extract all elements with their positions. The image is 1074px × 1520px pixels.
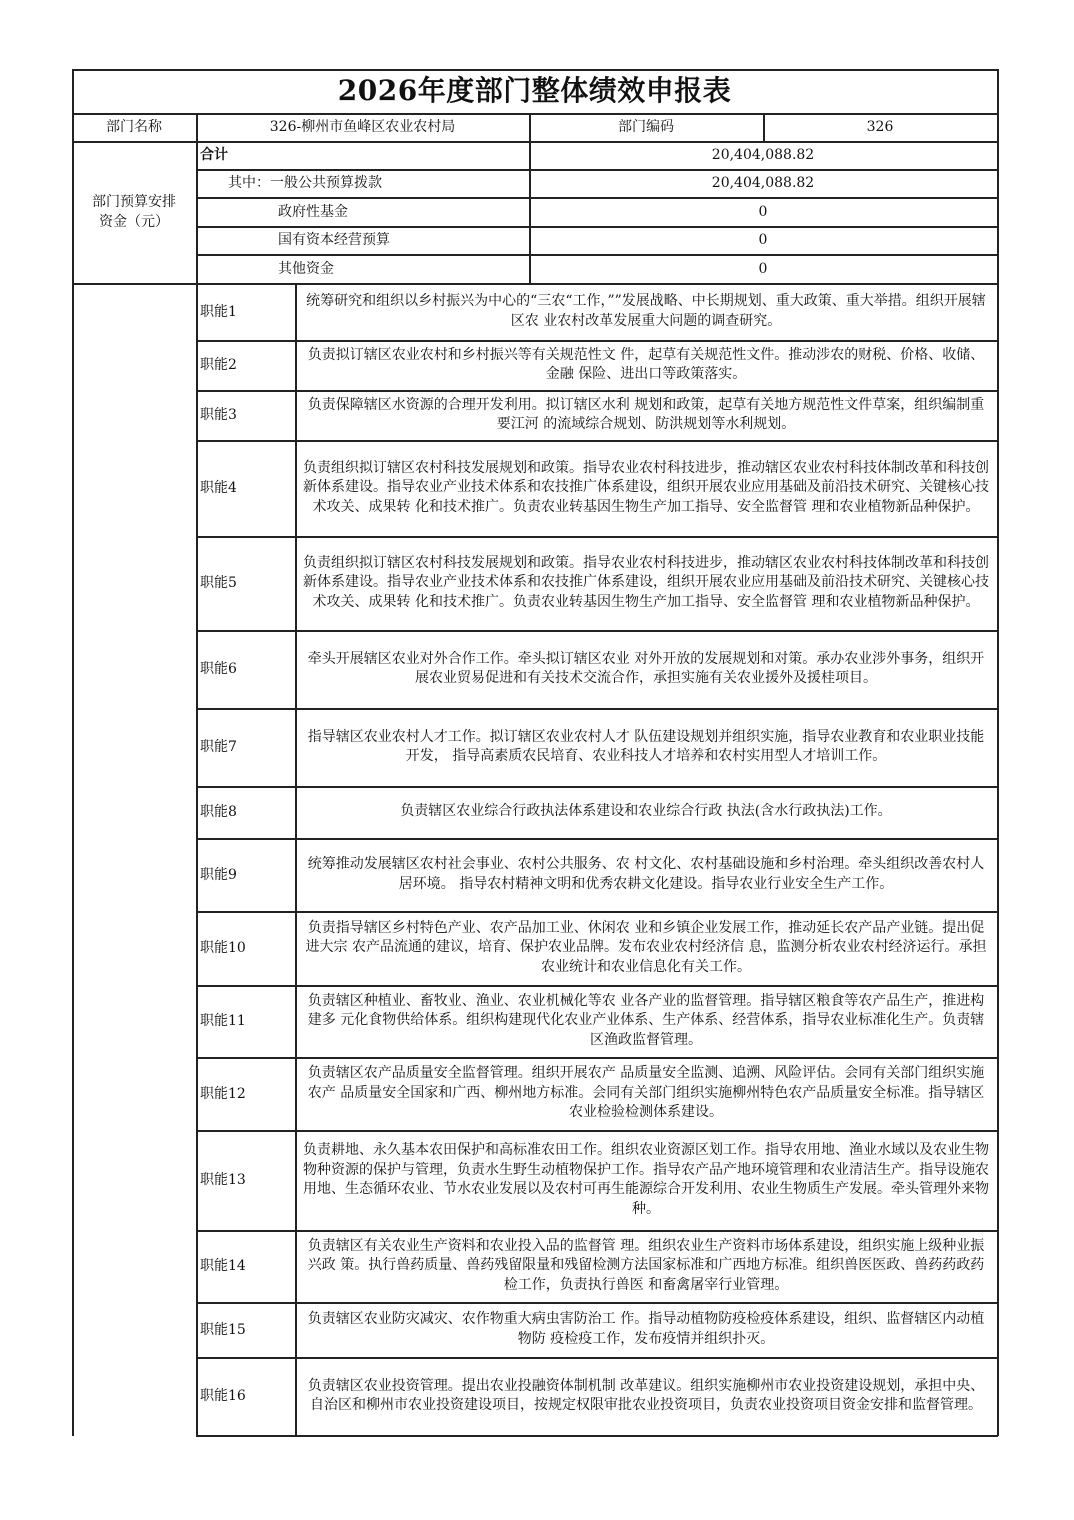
function-description: 牵头开展辖区农业对外合作工作。牵头拟订辖区农业 对外开放的发展规划和对策。承办农业涉外事务，组织开展农业贸易促进和有关技术交流合作，承担实施有关农业援外及援桂项目。 (307, 650, 985, 686)
budget-row-fund-value: 0 (758, 203, 768, 220)
department-name-value: 326-柳州市鱼峰区农业农村局 (269, 119, 456, 135)
department-code-value: 326 (866, 119, 894, 135)
budget-row-general-label: 其中：一般公共预算拨款 (228, 175, 382, 191)
function-label: 职能2 (200, 357, 237, 373)
function-label: 职能9 (200, 866, 237, 883)
budget-row-other-label: 其他资金 (278, 260, 334, 277)
grid-line (196, 1435, 998, 1437)
department-code-label: 部门编码 (618, 119, 674, 135)
function-description: 负责辖区农业投资管理。提出农业投融资体制机制 改革建议。组织实施柳州市农业投资建设规划，承担中央、自治区和柳州市农业投资建设项目，按规定权限审批农业投资项目，负责农业投资项目资金安排和监督管理。 (307, 1377, 985, 1413)
budget-row-other-value: 0 (758, 260, 768, 277)
function-label: 职能1 (200, 303, 237, 320)
function-label: 职能3 (200, 407, 237, 423)
function-description: 负责辖区种植业、畜牧业、渔业、农业机械化等农 业各产业的监督管理。指导辖区粮食等农产品生产，推进构建多 元化食物供给体系。组织构建现代化农业产业体系、生产体系、经营体系，指导农业标准化生产。负责辖区渔政监督管理。 (307, 992, 985, 1048)
function-label: 职能4 (200, 480, 237, 496)
function-label: 职能16 (200, 1388, 246, 1404)
function-description: 负责指导辖区乡村特色产业、农产品加工业、休闲农 业和乡镇企业发展工作，推动延长农产品产业链。提出促进大宗 农产品流通的建议，培育、保护农业品牌。发布农业农村经济信 息，监测分析农业农村经济运行。承担农业统计和农业信息化有关工作。 (305, 919, 987, 975)
budget-row-general-value: 20,404,088.82 (711, 175, 815, 191)
function-label: 职能6 (200, 661, 237, 677)
function-description: 指导辖区农业农村人才工作。拟订辖区农业农村人才 队伍建设规划并组织实施，指导农业教育和农业职业技能开发， 指导高素质农民培育、农业科技人才培养和农村实用型人才培训工作。 (307, 728, 985, 764)
function-label: 职能15 (200, 1321, 246, 1338)
function-label: 职能10 (200, 940, 246, 956)
function-description: 负责拟订辖区农业农村和乡村振兴等有关规范性文 件，起草有关规范性文件。推动涉农的财税、价格、收储、金融 保险、进出口等政策落实。 (307, 346, 985, 382)
function-description: 负责保障辖区水资源的合理开发利用。拟订辖区水利 规划和政策，起草有关地方规范性文件草案，组织编制重要江河 的流域综合规划、防洪规划等水利规划。 (307, 396, 985, 432)
budget-row-state-capital-label: 国有资本经营预算 (278, 232, 390, 248)
function-description: 负责辖区农产品质量安全监督管理。组织开展农产 品质量安全监测、追溯、风险评估。会同有关部门组织实施农产 品质量安全国家和广西、柳州地方标准。会同有关部门组织实施柳州特色农产品质量安全标准。指导辖区农业检验检测体系建设。 (307, 1065, 985, 1121)
function-description: 负责耕地、永久基本农田保护和高标准农田工作。组织农业资源区划工作。指导农用地、渔业水域以及农业生物物种资源的保护与管理，负责水生野生动植物保护工作。指导农产品产地环境管理和农业清洁生产。指导设施农用地、生态循环农业、节水农业发展以及农村可再生能源综合开发利用、农业生物质生产发展。牵头管理外来物种。 (303, 1142, 989, 1217)
function-label: 职能12 (200, 1085, 246, 1102)
budget-label-line1: 部门预算安排 (92, 194, 176, 210)
budget-row-total-label: 合计 (200, 147, 228, 163)
function-label: 职能14 (200, 1258, 246, 1274)
department-name-label: 部门名称 (106, 119, 162, 135)
budget-row-state-capital-value: 0 (758, 232, 768, 248)
budget-row-fund-label: 政府性基金 (278, 203, 348, 220)
function-description: 负责组织拟订辖区农村科技发展规划和政策。指导农业农村科技进步，推动辖区农业农村科技体制改革和科技创新体系建设。指导农业产业技术体系和农技推广体系建设，组织开展农业应用基础及前沿技术研究、关键核心技术攻关、成果转 化和技术推广。负责农业转基因生物生产加工指导、安全监督管 理和农业植物新品种保护。 (303, 554, 989, 610)
function-label: 职能13 (200, 1172, 246, 1188)
function-description: 负责辖区有关农业生产资料和农业投入品的监督管 理。组织农业生产资料市场体系建设，组织实施上级种业振兴政 策。执行兽药质量、兽药残留限量和残留检测方法国家标准和广西地方标准。组织兽医医政、兽药药政药检工作，负责执行兽医 和畜禽屠宰行业管理。 (307, 1237, 985, 1293)
function-description: 负责组织拟订辖区农村科技发展规划和政策。指导农业农村科技进步，推动辖区农业农村科技体制改革和科技创新体系建设。指导农业产业技术体系和农技推广体系建设，组织开展农业应用基础及前沿技术研究、关键核心技术攻关、成果转 化和技术推广。负责农业转基因生物生产加工指导、安全监督管 理和农业植物新品种保护。 (303, 459, 989, 515)
function-label: 职能5 (200, 575, 237, 591)
function-description: 负责辖区农业综合行政执法体系建设和农业综合行政 执法(含水行政执法)工作。 (400, 803, 892, 820)
budget-label-line2: 资金（元） (99, 214, 169, 230)
function-description: 统筹研究和组织以乡村振兴为中心的“三农“工作，””发展战略、中长期规划、重大政策、重大举措。组织开展辖区农 业农村改革发展重大问题的调查研究。 (306, 293, 986, 329)
budget-row-total-value: 20,404,088.82 (711, 147, 815, 163)
function-description: 负责辖区农业防灾减灾、农作物重大病虫害防治工 作。指导动植物防疫检疫体系建设，组织、监督辖区内动植物防 疫检疫工作，发布疫情并组织扑灭。 (307, 1311, 985, 1347)
function-label: 职能8 (200, 804, 237, 820)
budget-label (72, 141, 196, 283)
function-description: 统筹推动发展辖区农村社会事业、农村公共服务、农 村文化、农村基础设施和乡村治理。牵头组织改善农村人居环境。 指导农村精神文明和优秀农耕文化建设。指导农业行业安全生产工作。 (307, 856, 985, 892)
page-title: 2026年度部门整体绩效申报表 (337, 74, 732, 107)
function-label: 职能7 (200, 739, 237, 755)
function-label: 职能11 (200, 1013, 246, 1029)
